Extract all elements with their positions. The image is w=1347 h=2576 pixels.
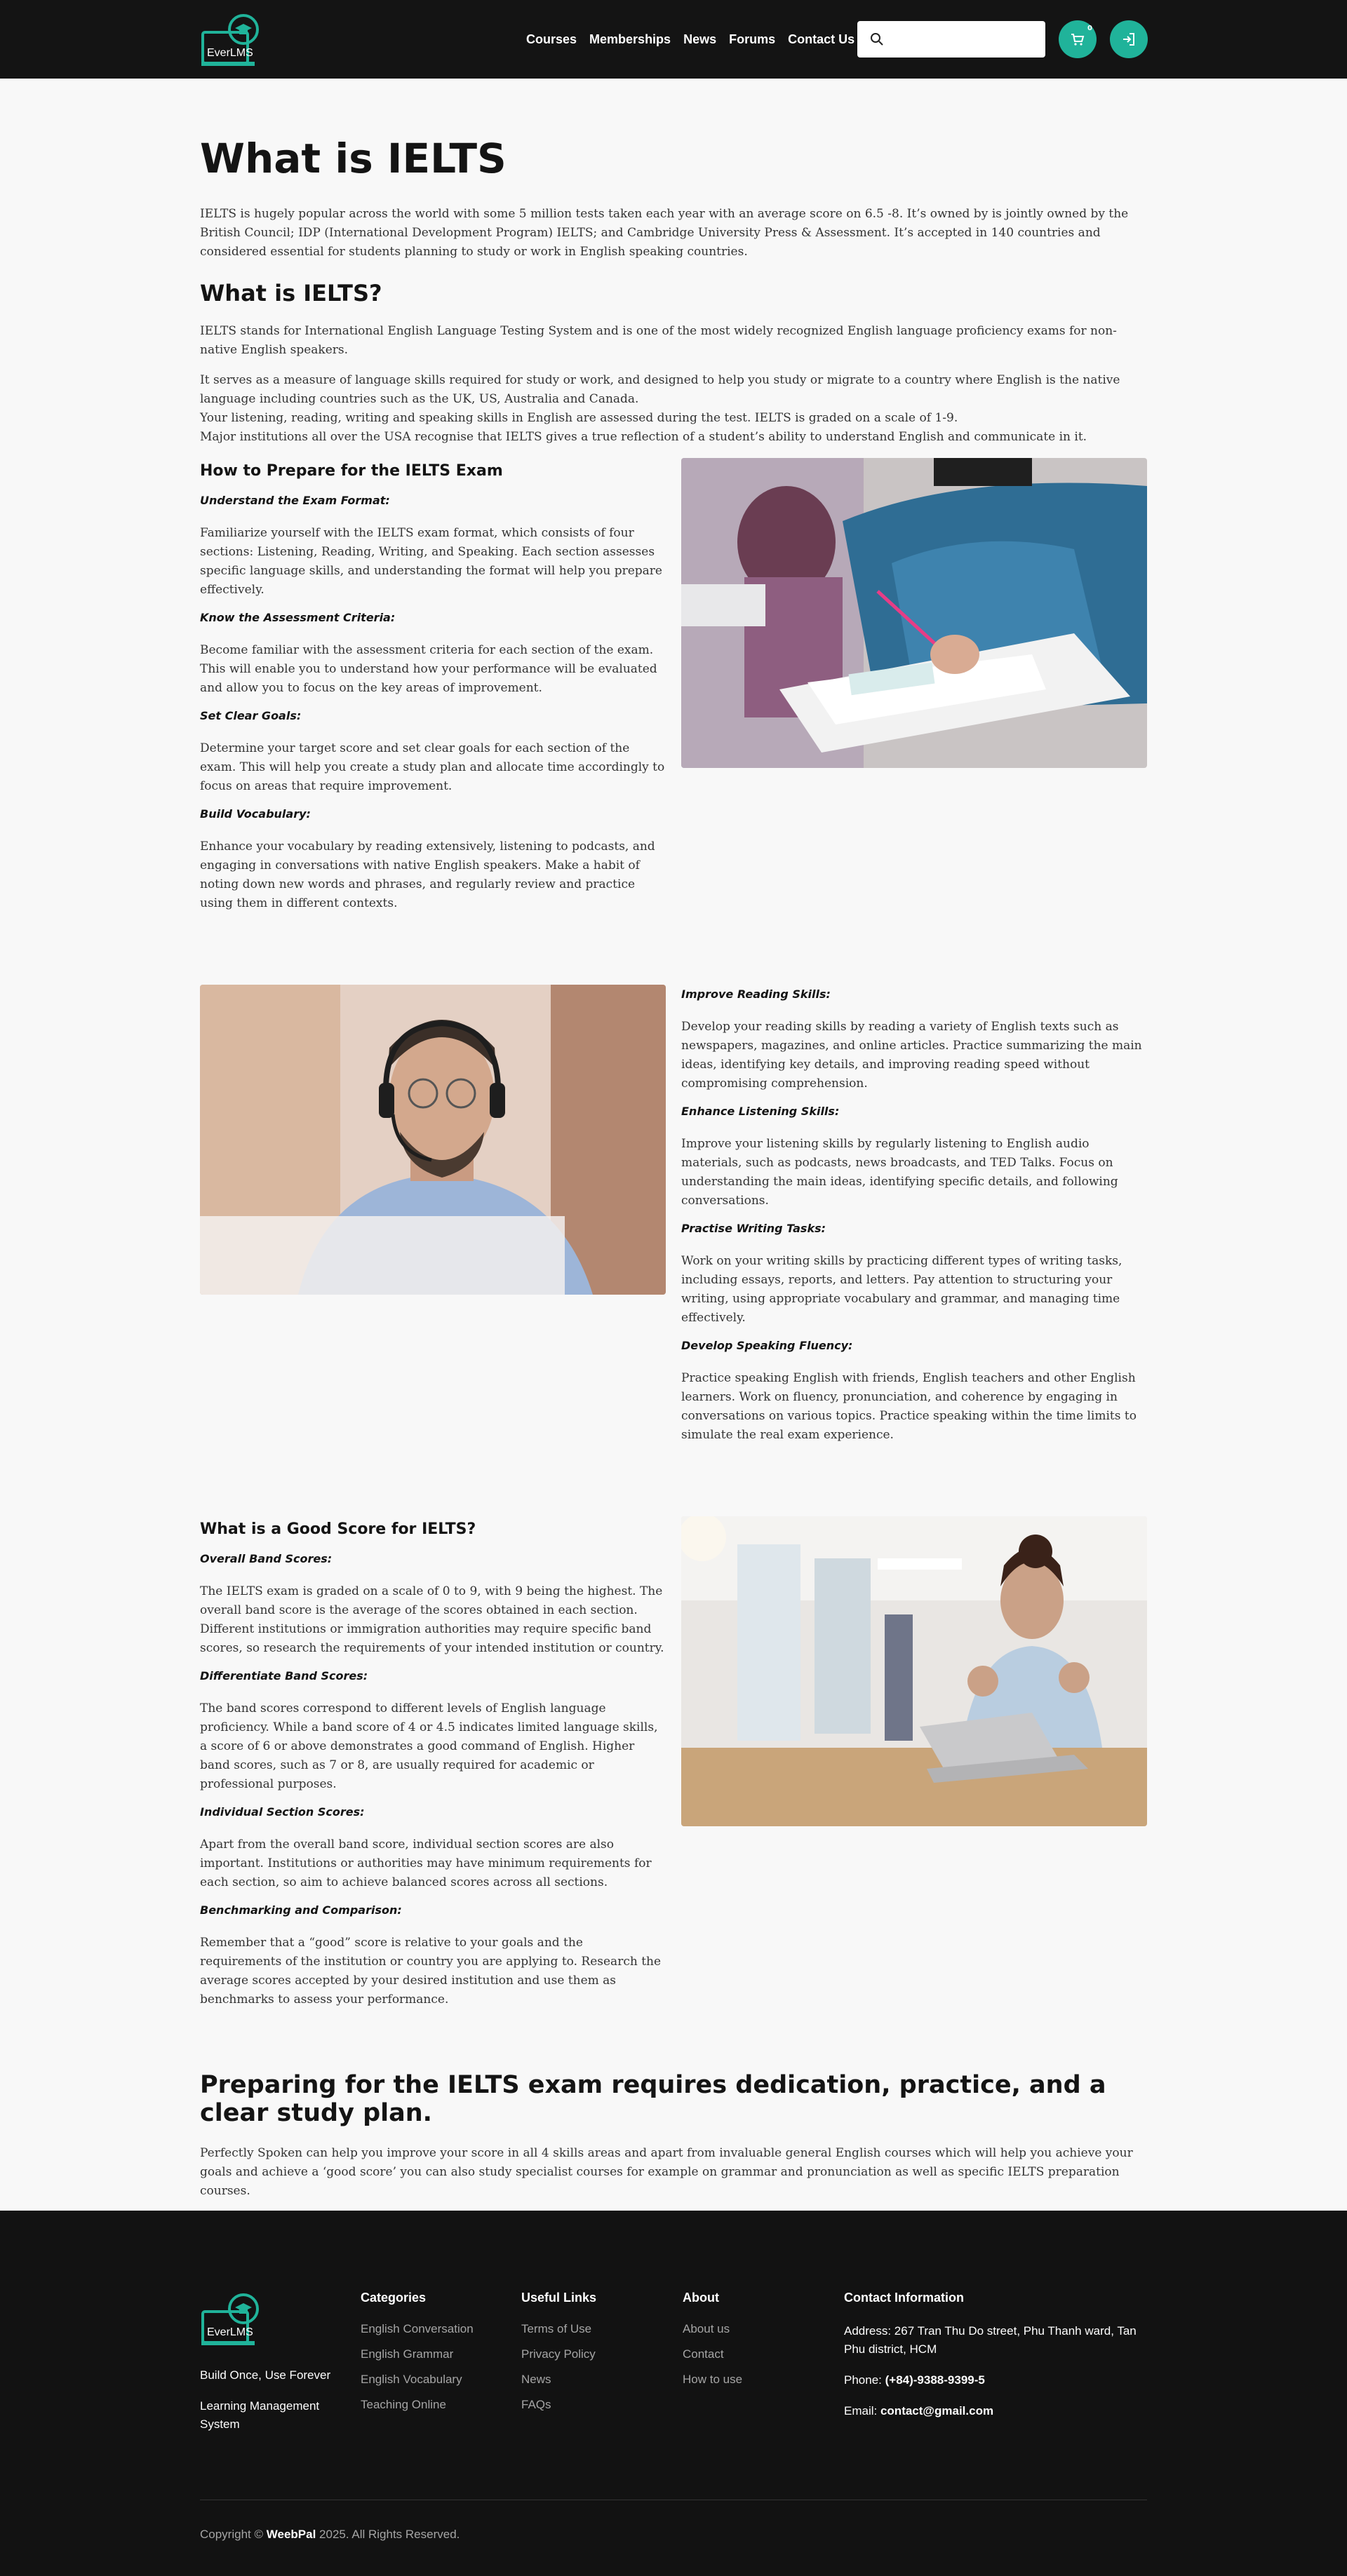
nav-courses[interactable]: Courses [526, 32, 577, 46]
skills-item-text: Improve your listening skills by regularly listening to English audio materials, such as podcasts, news broadcasts, and TED Talks. Focus on understanding the main ideas, identifying specific details, and following conversations. [681, 1137, 1118, 1208]
score-item-title: Benchmarking and Comparison: [200, 1903, 402, 1917]
logo-graduation-icon [200, 2288, 262, 2349]
score-item-title: Overall Band Scores: [200, 1552, 333, 1565]
site-logo[interactable] [200, 8, 262, 70]
footer-link[interactable]: How to use [683, 2373, 743, 2386]
prepare-item-title: Know the Assessment Criteria: [200, 611, 396, 624]
happy-student-illustration [681, 1516, 1147, 1826]
what-line-2: Your listening, reading, writing and speaking skills in English are assessed during the test. IELTS is graded on a scale of 1-9. [200, 411, 958, 425]
footer-link[interactable]: News [521, 2373, 551, 2386]
skills-item-text: Develop your reading skills by reading a variety of English texts such as newspapers, magazines, and online articles. Practice summarizing the main ideas, identifying key details, and improving reading speed without compromising comprehension. [681, 1020, 1142, 1091]
skills-item-title: Improve Reading Skills: [681, 987, 831, 1001]
footer-logo[interactable] [200, 2288, 262, 2349]
footer-email [844, 2402, 1146, 2420]
score-item-text: Apart from the overall band score, individual section scores are also important. Institutions or authorities may have minimum requirements for each section, so aim to achieve balanced scores across all sections. [200, 1837, 652, 1889]
footer-useful-links [521, 2291, 596, 2423]
cart-count-badge: 0 [1087, 25, 1092, 32]
page-title: What is IELTS [200, 135, 507, 182]
skills-section [200, 985, 1147, 1456]
what-line-3: Major institutions all over the USA recognise that IELTS gives a true reflection of a student’s ability to understand English and communicate in it. [200, 430, 1087, 444]
score-item-title: Individual Section Scores: [200, 1805, 365, 1819]
exam-writing-illustration [681, 458, 1147, 768]
nav-contact-us[interactable]: Contact Us [788, 32, 855, 46]
footer-link[interactable]: Privacy Policy [521, 2347, 596, 2361]
footer-address: Address: 267 Tran Thu Do street, Phu Thanh ward, Tan Phu district, HCM [844, 2324, 1137, 2356]
logo-text: EverLMS [207, 47, 253, 59]
footer-slogan: Build Once, Use Forever [200, 2368, 331, 2382]
footer-link[interactable]: English Conversation [361, 2322, 474, 2335]
what-heading: What is IELTS? [200, 280, 382, 306]
score-item-title: Differentiate Band Scores: [200, 1669, 368, 1683]
footer-phone [844, 2371, 1146, 2389]
what-details [200, 371, 1147, 447]
footer-subtitle: Learning Management System [200, 2399, 320, 2431]
footer-contact-title: Contact Information [844, 2291, 964, 2305]
site-header [0, 0, 1347, 79]
login-button[interactable] [1110, 20, 1148, 58]
nav-memberships[interactable]: Memberships [589, 32, 671, 46]
prepare-item-title: Set Clear Goals: [200, 709, 302, 722]
footer-categories [361, 2291, 474, 2423]
footer-link[interactable]: English Grammar [361, 2347, 454, 2361]
prepare-item-text: Familiarize yourself with the IELTS exam format, which consists of four sections: Listening, Reading, Writing, and Speaking. Each section assesses specific language skills, and understanding the format will help you prepare effectively. [200, 526, 662, 597]
skills-item-title: Enhance Listening Skills: [681, 1105, 840, 1118]
score-section [200, 1516, 1147, 2021]
footer-logo-text: EverLMS [207, 2326, 253, 2338]
prepare-section [200, 458, 1147, 924]
footer-link[interactable]: About us [683, 2322, 730, 2335]
nav-news[interactable]: News [683, 32, 717, 46]
what-paragraph: IELTS stands for International English Language Testing System and is one of the most widely recognized English language proficiency exams for non-native English speakers. [200, 324, 1117, 357]
login-icon [1120, 31, 1137, 48]
copyright-suffix: 2025. All Rights Reserved. [319, 2528, 460, 2541]
closing-heading: Preparing for the IELTS exam requires dedication, practice, and a clear study plan. [200, 2071, 1106, 2127]
copyright-brand[interactable]: WeebPal [266, 2528, 316, 2541]
copyright-prefix: Copyright © [200, 2528, 264, 2541]
prepare-item-text: Enhance your vocabulary by reading extensively, listening to podcasts, and engaging in conversations with native English speakers. Make a habit of noting down new words and phrases, and regularly review and practice using them in different contexts. [200, 839, 655, 910]
footer-phone-value[interactable]: (+84)-9388-9399-5 [885, 2373, 985, 2387]
score-text [200, 1516, 666, 2021]
score-item-text: Remember that a “good” score is relative to your goals and the requirements of the institution or country you are applying to. Research the average scores accepted by your desired institution and use them as benchmarks to assess your performance. [200, 1936, 662, 2007]
footer-useful-title: Useful Links [521, 2291, 597, 2305]
score-heading: What is a Good Score for IELTS? [200, 1520, 476, 1538]
headset-man-illustration [200, 985, 666, 1295]
prepare-item-title: Build Vocabulary: [200, 807, 311, 821]
score-item-text: The band scores correspond to different levels of English language proficiency. While a band score of 4 or 4.5 indicates limited language skills, a score of 6 or above demonstrates a good command of English. Higher band scores, such as 7 or 8, are usually required for academic or professional purposes. [200, 1701, 658, 1791]
exam-writing-image [681, 458, 1147, 768]
article-content [200, 79, 1147, 2279]
footer-phone-label: Phone: [844, 2373, 885, 2387]
prepare-item-text: Become familiar with the assessment criteria for each section of the exam. This will enable you to understand how your performance will be evaluated and allow you to focus on the key areas of improvement. [200, 643, 657, 695]
footer-link[interactable]: FAQs [521, 2398, 551, 2411]
footer-link[interactable]: Terms of Use [521, 2322, 592, 2335]
score-item-text: The IELTS exam is graded on a scale of 0 to 9, with 9 being the highest. The overall band score is the average of the scores obtained in each section. Different institutions or immigration authorities may require specific band scores, so research the requirements of your intended institution or country. [200, 1584, 664, 1655]
site-footer [0, 2211, 1347, 2576]
main-nav [526, 0, 855, 79]
happy-student-image [681, 1516, 1147, 1826]
footer-about [683, 2291, 742, 2398]
footer-email-value[interactable]: contact@gmail.com [880, 2404, 994, 2417]
cart-button[interactable] [1059, 20, 1097, 58]
footer-categories-title: Categories [361, 2291, 427, 2305]
skills-item-text: Practice speaking English with friends, English teachers and other English learners. Work on fluency, pronunciation, and coherence by engaging in conversations on various topics. Practice speaking within the time limits to simulate the real exam experience. [681, 1371, 1137, 1442]
footer-contact [844, 2291, 1146, 2420]
footer-email-label: Email: [844, 2404, 880, 2417]
search-input[interactable] [857, 21, 1045, 58]
search-icon [870, 32, 884, 46]
nav-forums[interactable]: Forums [729, 32, 776, 46]
prepare-item-title: Understand the Exam Format: [200, 494, 390, 507]
prepare-text [200, 458, 666, 924]
footer-link[interactable]: Teaching Online [361, 2398, 446, 2411]
copyright-text [200, 2528, 460, 2542]
what-line-1: It serves as a measure of language skills required for study or work, and designed to help you study or migrate to a country where English is the native language including countries such as the UK, US, Australia and Canada. [200, 373, 1120, 406]
skills-item-title: Develop Speaking Fluency: [681, 1339, 853, 1352]
cart-icon [1069, 31, 1086, 48]
logo-graduation-icon [200, 8, 262, 70]
skills-item-text: Work on your writing skills by practicing different types of writing tasks, including essays, reports, and letters. Pay attention to structuring your writing, using appropriate vocabulary and grammar, and managing time effectively. [681, 1254, 1122, 1325]
closing-paragraph-1: Perfectly Spoken can help you improve your score in all 4 skills areas and apart from invaluable general English courses which will help you achieve your goals and achieve a ‘good score’ you can also study specialist courses for example on grammar and pronunciation as well as specific IELTS preparation courses. [200, 2146, 1133, 2198]
skills-text [681, 985, 1147, 1456]
headset-man-image [200, 985, 666, 1295]
footer-link[interactable]: English Vocabulary [361, 2373, 462, 2386]
prepare-item-text: Determine your target score and set clear goals for each section of the exam. This will help you create a study plan and allocate time accordingly to focus on areas that require improvement. [200, 741, 665, 793]
footer-about-title: About [683, 2291, 719, 2305]
prepare-heading: How to Prepare for the IELTS Exam [200, 462, 503, 480]
skills-item-title: Practise Writing Tasks: [681, 1222, 826, 1235]
footer-link[interactable]: Contact [683, 2347, 724, 2361]
intro-paragraph: IELTS is hugely popular across the world with some 5 million tests taken each year with an average score on 6.5 -8. It’s owned by is jointly owned by the British Council; IDP (International Development Program) IELTS; and Cambridge University Press & Assessment. It’s accepted in 140 countries and considered essential for students planning to study or work in English speaking countries. [200, 207, 1129, 259]
